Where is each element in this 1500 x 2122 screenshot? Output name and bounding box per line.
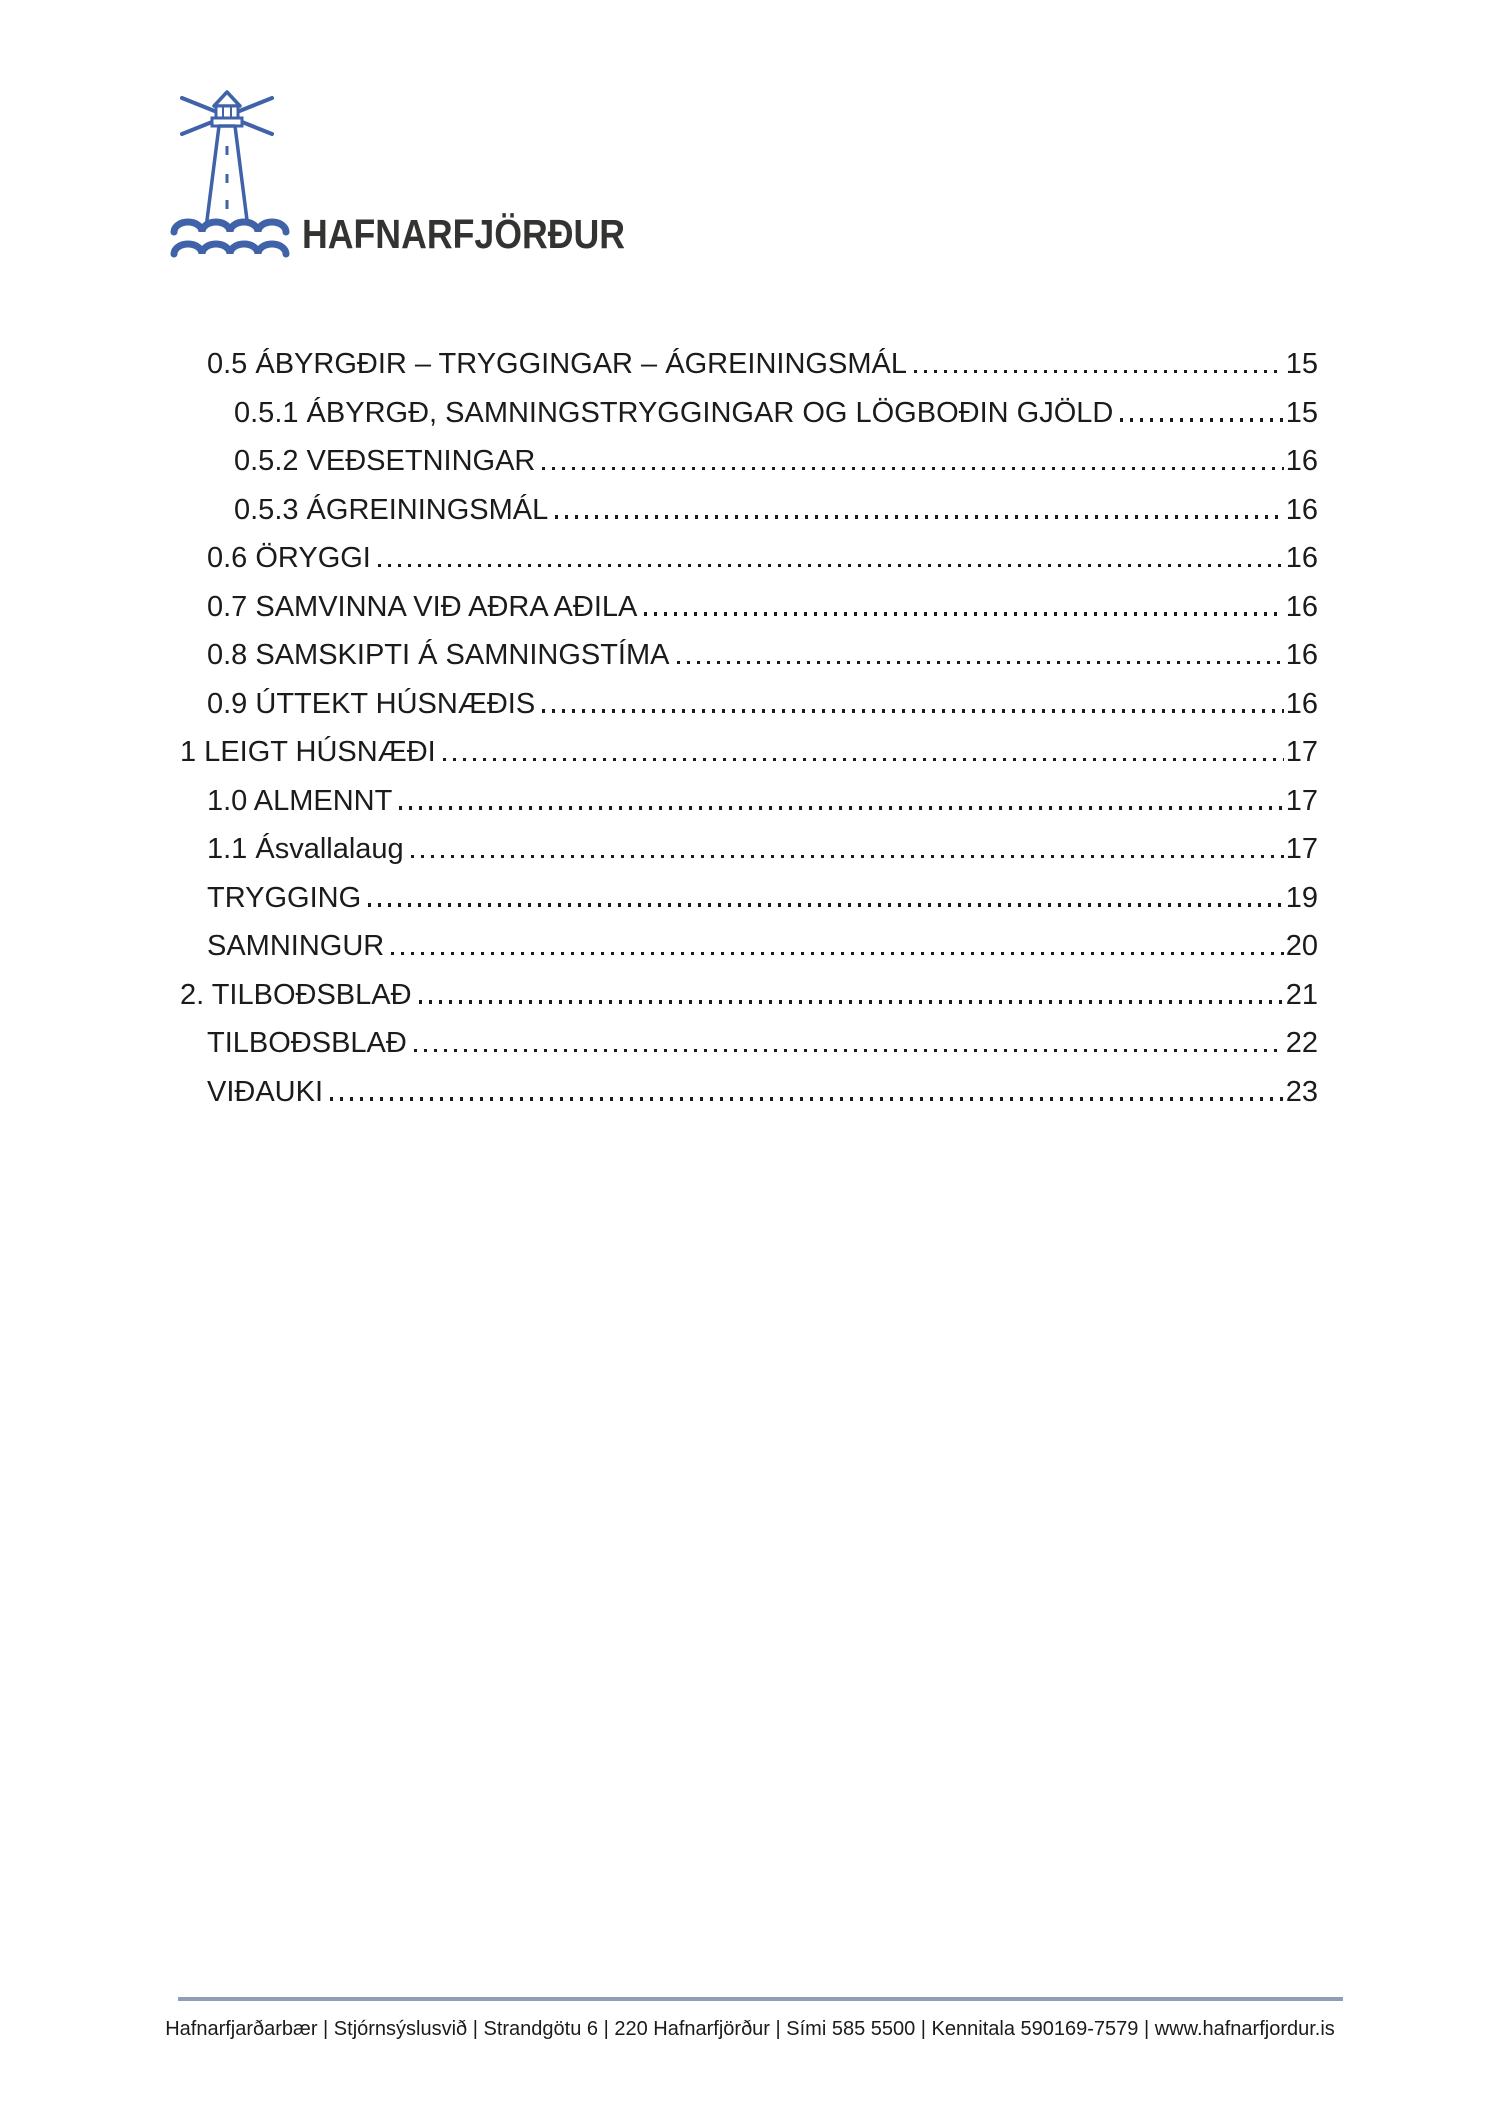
dotted-leader <box>368 903 1284 906</box>
toc-entry[interactable] <box>180 437 1318 486</box>
toc-entry-label: 0.6 ÖRYGGI <box>207 542 371 574</box>
toc-entry-label: TILBOÐSBLAÐ <box>207 1027 407 1059</box>
toc-entry-label: SAMNINGUR <box>207 930 385 962</box>
table-of-contents <box>180 340 1318 1116</box>
dotted-leader <box>330 1097 1284 1100</box>
toc-entry[interactable] <box>180 486 1318 535</box>
dotted-leader <box>391 952 1284 955</box>
toc-entry-label: 0.8 SAMSKIPTI Á SAMNINGSTÍMA <box>207 639 670 671</box>
toc-entry[interactable] <box>180 777 1318 826</box>
dotted-leader <box>378 564 1284 567</box>
toc-entry[interactable] <box>180 874 1318 923</box>
toc-entry-label: 1.1 Ásvallalaug <box>207 833 404 865</box>
toc-entry-label: 0.5 ÁBYRGÐIR – TRYGGINGAR – ÁGREININGSMÁL <box>207 348 907 380</box>
toc-entry[interactable] <box>180 971 1318 1020</box>
toc-entry[interactable] <box>180 922 1318 971</box>
toc-entry-page-number: 19 <box>1285 881 1318 914</box>
toc-entry-label: 0.5.2 VEÐSETNINGAR <box>234 445 536 477</box>
toc-entry[interactable] <box>180 389 1318 438</box>
footer-contact: Hafnarfjarðarbær | Stjórnsýslusvið | Strandgötu 6 | 220 Hafnarfjörður | Sími 585 5500 | Kennitala 590169-7579 | www.hafnarfjordur.is <box>165 2018 1335 2040</box>
dotted-leader <box>399 806 1283 809</box>
toc-entry-page-number: 15 <box>1285 396 1318 429</box>
toc-entry-page-number: 16 <box>1285 687 1318 720</box>
toc-entry[interactable] <box>180 680 1318 729</box>
toc-entry[interactable] <box>180 631 1318 680</box>
dotted-leader <box>644 612 1283 615</box>
toc-entry-label: 1 LEIGT HÚSNÆÐI <box>180 736 436 768</box>
toc-entry-page-number: 17 <box>1285 736 1318 768</box>
toc-entry[interactable] <box>180 340 1318 389</box>
brand-wordmark: HAFNARFJÖRÐUR <box>302 211 626 257</box>
toc-entry-page-number: 17 <box>1285 833 1318 865</box>
toc-entry[interactable] <box>180 728 1318 777</box>
dotted-leader <box>411 855 1284 858</box>
toc-entry[interactable] <box>180 534 1318 583</box>
toc-entry-label: TRYGGING <box>207 881 362 914</box>
toc-entry-page-number: 20 <box>1285 930 1318 962</box>
toc-entry-page-number: 16 <box>1285 445 1318 477</box>
dotted-leader <box>414 1049 1284 1052</box>
dotted-leader <box>443 758 1284 761</box>
toc-entry[interactable] <box>180 583 1318 632</box>
toc-entry-page-number: 16 <box>1285 590 1318 623</box>
toc-entry[interactable] <box>180 825 1318 874</box>
toc-entry-label: 0.9 ÚTTEKT HÚSNÆÐIS <box>207 687 536 720</box>
toc-entry-page-number: 17 <box>1285 784 1318 817</box>
dotted-leader <box>419 1000 1284 1003</box>
lighthouse-logo-icon <box>170 90 292 268</box>
dotted-leader <box>555 515 1283 518</box>
toc-entry-label: 2. TILBOÐSBLAÐ <box>180 978 412 1011</box>
dotted-leader <box>542 467 1283 470</box>
toc-entry-label: 0.5.3 ÁGREININGSMÁL <box>234 493 549 526</box>
footer-divider <box>178 1997 1343 2001</box>
toc-entry-label: VIÐAUKI <box>207 1075 324 1108</box>
dotted-leader <box>1120 418 1283 421</box>
toc-entry-page-number: 22 <box>1285 1027 1318 1059</box>
toc-entry[interactable] <box>180 1019 1318 1068</box>
toc-entry[interactable] <box>180 1068 1318 1117</box>
toc-entry-page-number: 23 <box>1285 1075 1318 1108</box>
toc-entry-label: 1.0 ALMENNT <box>207 784 393 817</box>
dotted-leader <box>542 709 1284 712</box>
dotted-leader <box>914 370 1284 373</box>
toc-entry-label: 0.7 SAMVINNA VIÐ AÐRA AÐILA <box>207 590 638 623</box>
toc-entry-page-number: 16 <box>1285 639 1318 671</box>
dotted-leader <box>677 661 1284 664</box>
toc-entry-page-number: 21 <box>1285 978 1318 1011</box>
logo <box>170 90 673 268</box>
toc-entry-page-number: 16 <box>1285 493 1318 526</box>
toc-entry-page-number: 15 <box>1285 348 1318 380</box>
toc-entry-label: 0.5.1 ÁBYRGÐ, SAMNINGSTRYGGINGAR OG LÖGBOÐIN GJÖLD <box>234 396 1114 429</box>
toc-entry-page-number: 16 <box>1285 542 1318 574</box>
